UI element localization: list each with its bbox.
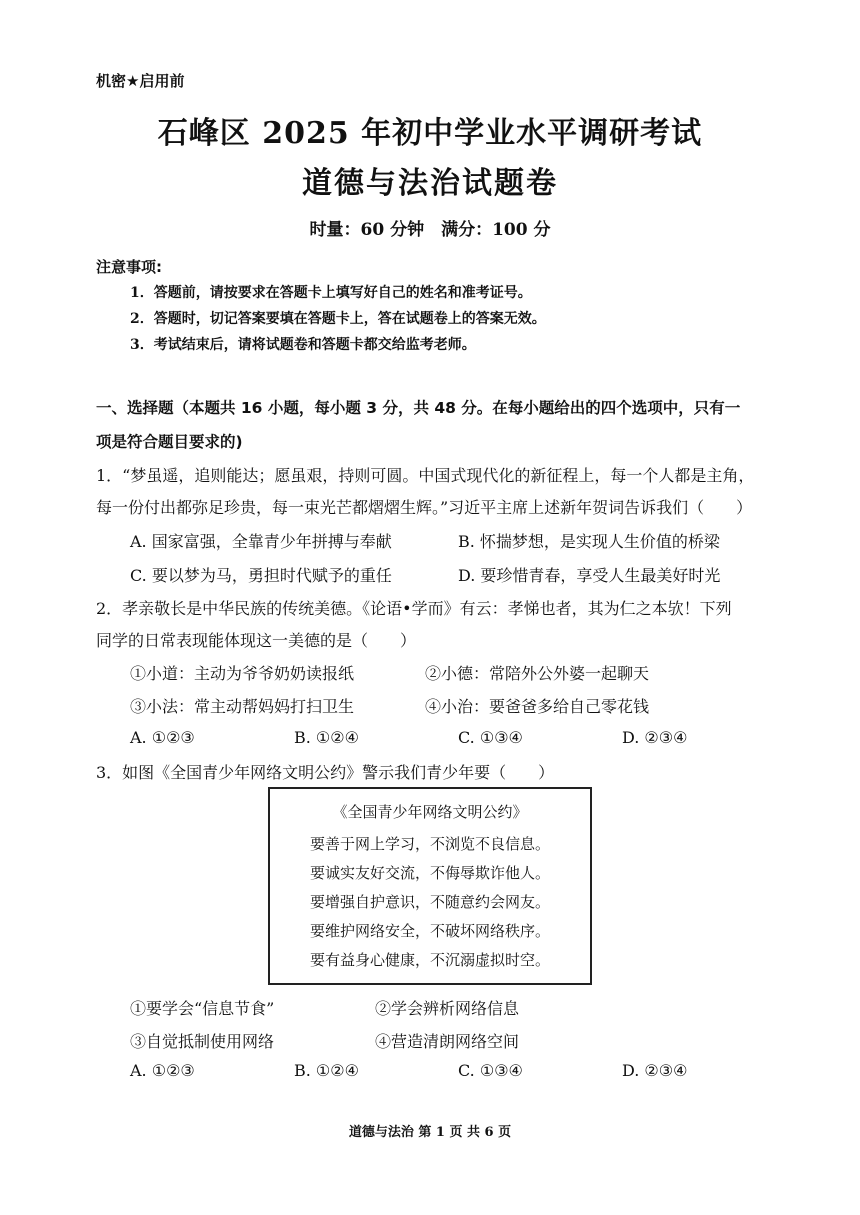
q2-option-a: A. ①②③ — [130, 728, 195, 747]
exam-title: 石峰区 2025 年初中学业水平调研考试 — [157, 116, 703, 151]
q3-statement: ④营造清朗网络空间 — [375, 1032, 520, 1051]
q2-option-c: C. ①③④ — [458, 728, 523, 747]
convention-box — [268, 787, 592, 985]
section-heading: 一、选择题（本题共 16 小题，每小题 3 分，共 48 分。在每小题给出的四个选项中，只有一 — [96, 399, 741, 417]
page-footer: 道德与法治 第 1 页 共 6 页 — [348, 1125, 512, 1140]
q2-stem: 2．孝亲敬长是中华民族的传统美德。《论语•学而》有云：孝悌也者，其为仁之本欤！下列 — [96, 599, 732, 618]
time-score-info: 时量：60 分钟 满分：100 分 — [309, 220, 551, 240]
q2-stem-cont: 同学的日常表现能体现这一美德的是（ ） — [96, 631, 417, 650]
convention-line: 要维护网络安全，不破坏网络秩序。 — [309, 922, 550, 940]
q2-option-b: B. ①②④ — [294, 728, 359, 747]
q3-option-b: B. ①②④ — [294, 1061, 359, 1080]
q1-stem-cont: 每一份付出都弥足珍贵，每一束光芒都熠熠生辉。”习近平主席上述新年贺词告诉我们（ ） — [96, 498, 753, 517]
q3-option-c: C. ①③④ — [458, 1061, 523, 1080]
convention-line: 要善于网上学习，不浏览不良信息。 — [309, 835, 550, 853]
q1-option-a: A. 国家富强，全靠青少年拼搏与奉献 — [130, 532, 392, 551]
note-item: 2．答题时，切记答案要填在答题卡上，答在试题卷上的答案无效。 — [130, 311, 546, 327]
section-heading-cont: 项是符合题目要求的) — [96, 433, 243, 451]
q3-option-d: D. ②③④ — [622, 1061, 688, 1080]
paper-title: 道德与法治试题卷 — [302, 166, 558, 201]
q3-stem: 3．如图《全国青少年网络文明公约》警示我们青少年要（ ） — [96, 763, 555, 782]
q1-option-b: B. 怀揣梦想，是实现人生价值的桥梁 — [458, 532, 720, 551]
convention-line: 要增强自护意识，不随意约会网友。 — [309, 893, 550, 911]
q2-statement: ①小道：主动为爷爷奶奶读报纸 — [130, 664, 355, 683]
q2-option-d: D. ②③④ — [622, 728, 688, 747]
convention-line: 要诚实友好交流，不侮辱欺诈他人。 — [309, 864, 550, 882]
note-item: 1．答题前，请按要求在答题卡上填写好自己的姓名和准考证号。 — [130, 285, 532, 301]
q3-statement: ②学会辨析网络信息 — [375, 999, 520, 1018]
note-item: 3．考试结束后，请将试题卷和答题卡都交给监考老师。 — [130, 337, 476, 353]
q2-statement: ②小德：常陪外公外婆一起聊天 — [425, 664, 650, 683]
confidential-label: 机密★启用前 — [96, 72, 185, 90]
q2-statement: ④小治：要爸爸多给自己零花钱 — [425, 697, 650, 716]
q1-option-d: D. 要珍惜青春，享受人生最美好时光 — [458, 566, 721, 585]
notes-heading: 注意事项: — [96, 258, 162, 276]
q1-option-c: C. 要以梦为马，勇担时代赋予的重任 — [130, 566, 392, 585]
q1-stem: 1．“梦虽遥，追则能达；愿虽艰，持则可圆。中国式现代化的新征程上，每一个人都是主角， — [96, 466, 755, 485]
q2-statement: ③小法：常主动帮妈妈打扫卫生 — [130, 697, 355, 716]
q3-statement: ①要学会“信息节食” — [130, 999, 275, 1018]
q3-option-a: A. ①②③ — [130, 1061, 195, 1080]
q3-statement: ③自觉抵制使用网络 — [130, 1032, 275, 1051]
convention-title: 《全国青少年网络文明公约》 — [332, 803, 528, 821]
convention-line: 要有益身心健康，不沉溺虚拟时空。 — [309, 951, 550, 969]
